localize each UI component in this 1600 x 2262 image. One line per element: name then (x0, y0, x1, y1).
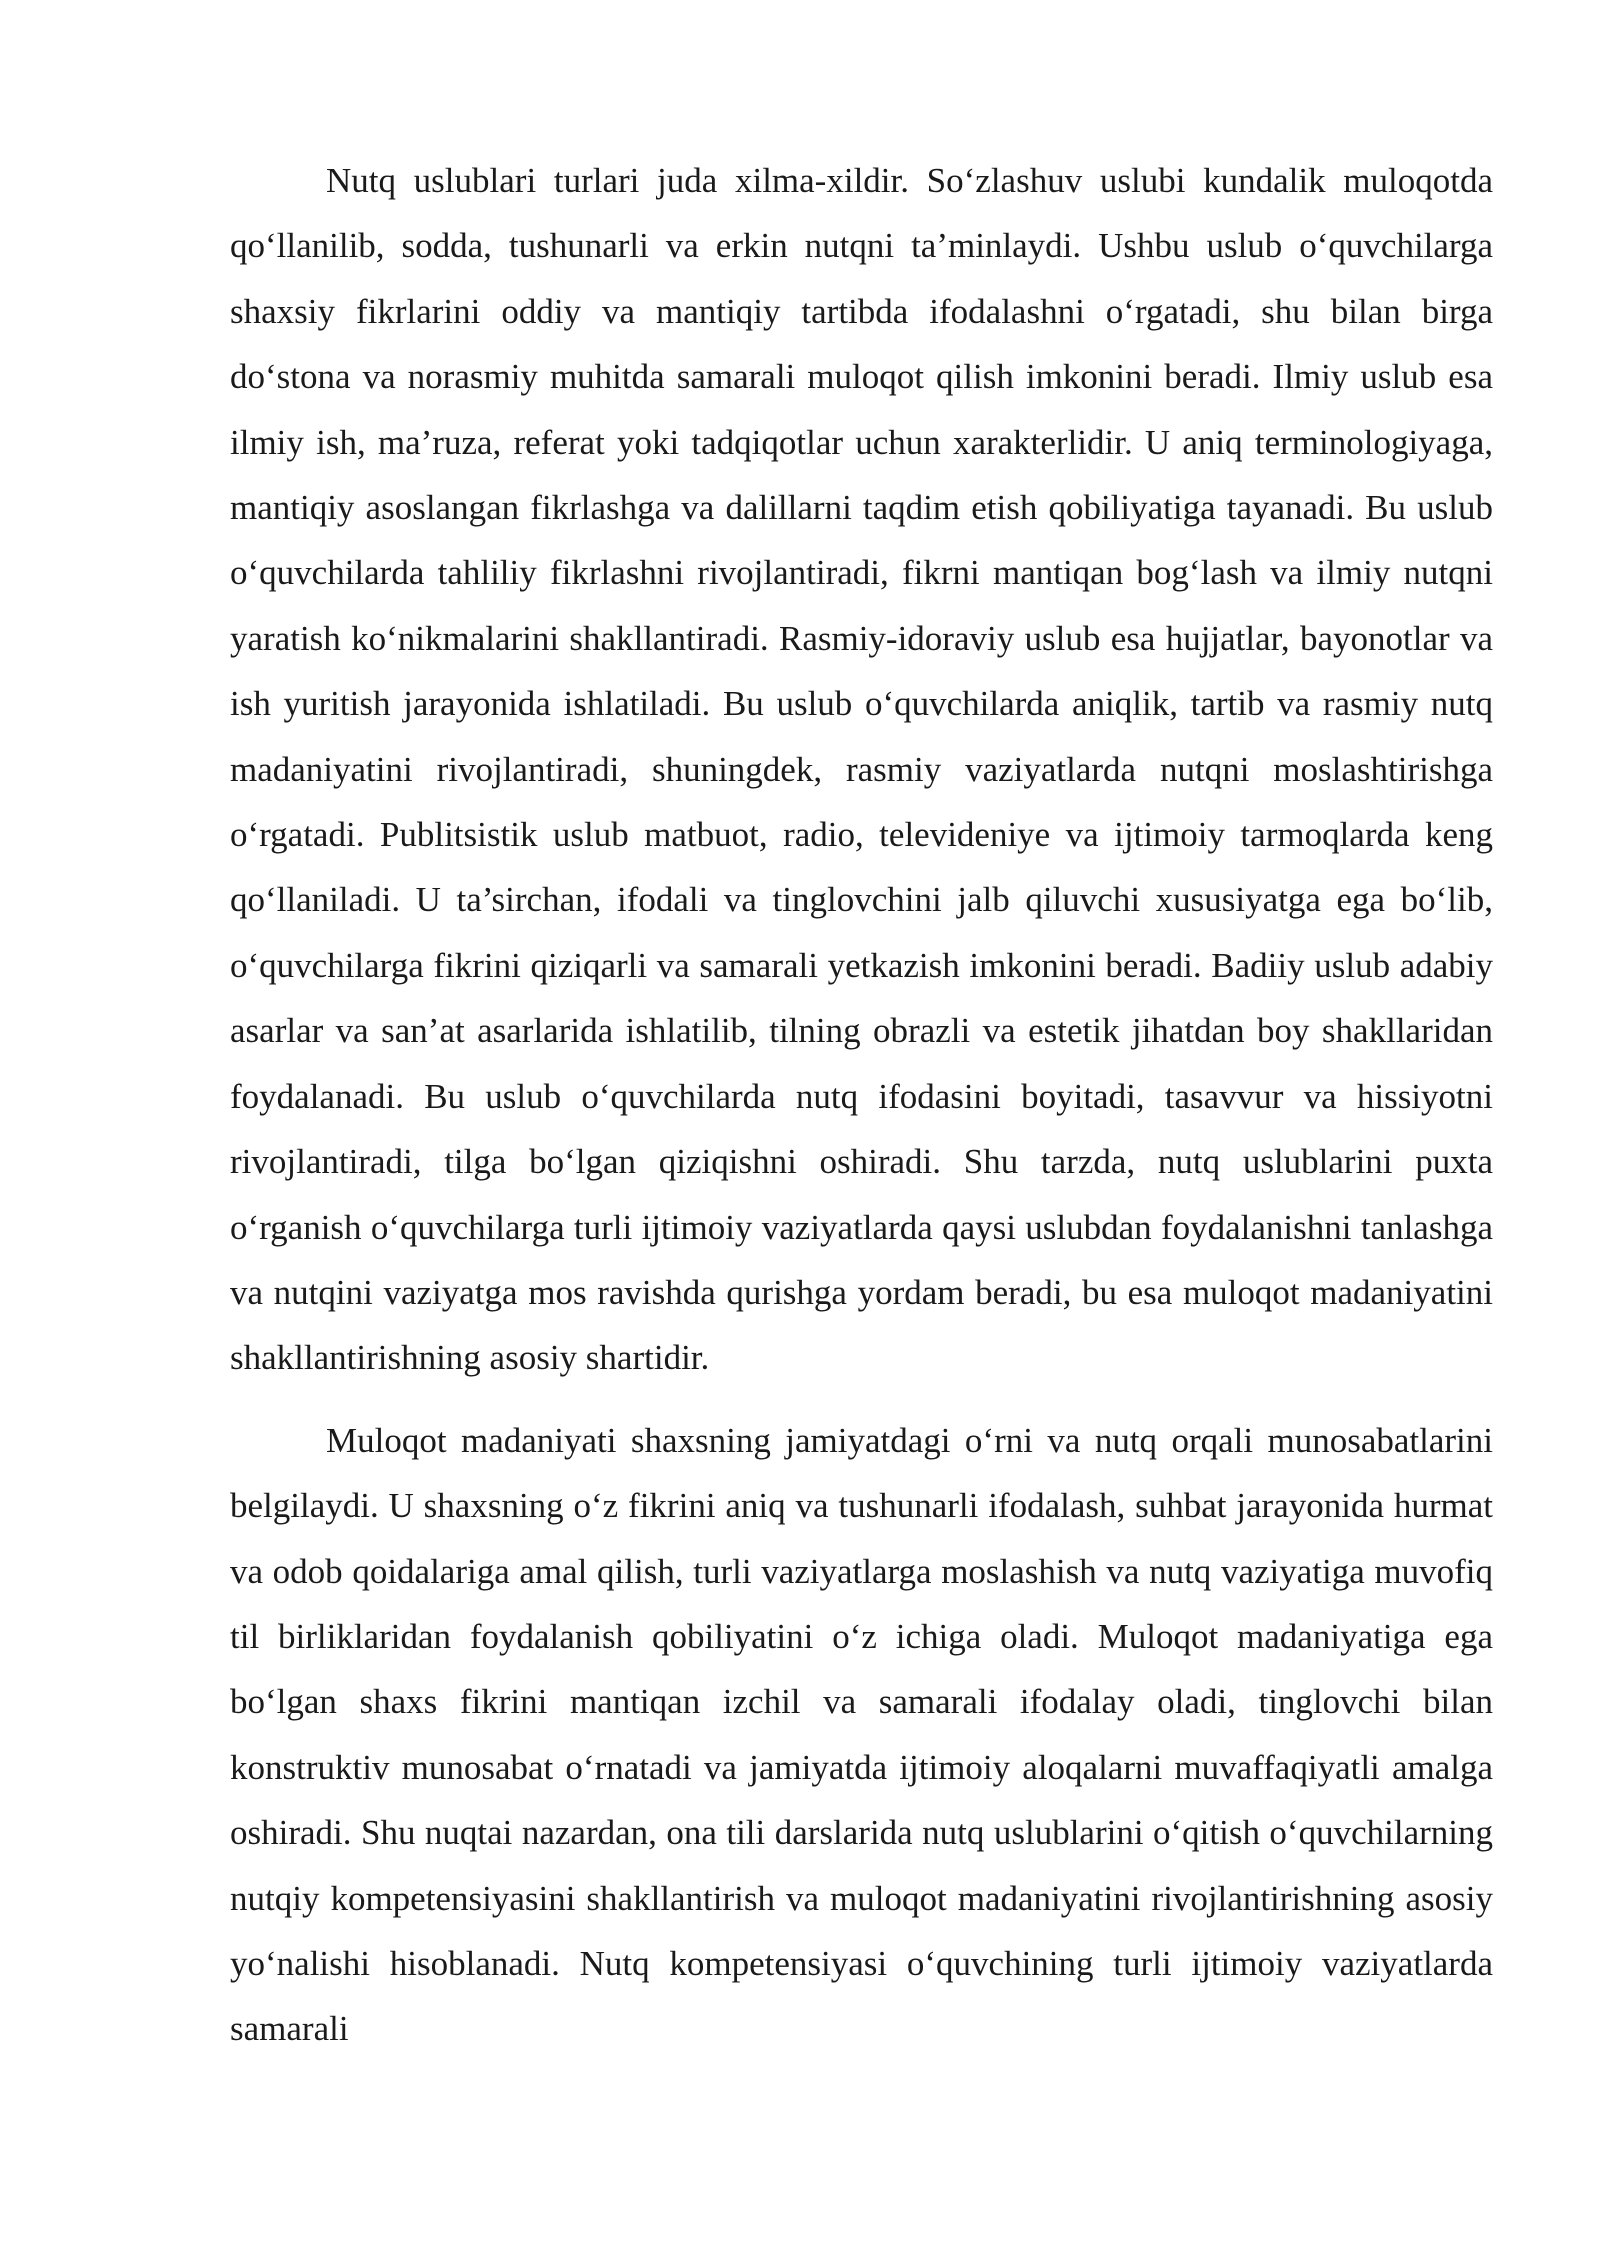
document-body (230, 148, 1493, 2062)
paragraph-speech-styles: Nutq uslublari turlari juda xilma-xildir. So‘zlashuv uslubi kundalik muloqotda qo‘llanilib, sodda, tushunarli va erkin nutqni ta’minlaydi. Ushbu uslub o‘quvchilarga shaxsiy fikrlarini oddiy va mantiqiy tartibda ifodalashni o‘rgatadi, shu bilan birga do‘stona va norasmiy muhitda samarali muloqot qilish imkonini beradi. Ilmiy uslub esa ilmiy ish, ma’ruza, referat yoki tadqiqotlar uchun xarakterlidir. U aniq terminologiyaga, mantiqiy asoslangan fikrlashga va dalillarni taqdim etish qobiliyatiga tayanadi. Bu uslub o‘quvchilarda tahliliy fikrlashni rivojlantiradi, fikrni mantiqan bog‘lash va ilmiy nutqni yaratish ko‘nikmalarini shakllantiradi. Rasmiy-idoraviy uslub esa hujjatlar, bayonotlar va ish yuritish jarayonida ishlatiladi. Bu uslub o‘quvchilarda aniqlik, tartib va rasmiy nutq madaniyatini rivojlantiradi, shuningdek, rasmiy vaziyatlarda nutqni moslashtirishga o‘rgatadi. Publitsistik uslub matbuot, radio, televideniye va ijtimoiy tarmoqlarda keng qo‘llaniladi. U ta’sirchan, ifodali va tinglovchini jalb qiluvchi xususiyatga ega bo‘lib, o‘quvchilarga fikrini qiziqarli va samarali yetkazish imkonini beradi. Badiiy uslub adabiy asarlar va san’at asarlarida ishlatilib, tilning obrazli va estetik jihatdan boy shakllaridan foydalanadi. Bu uslub o‘quvchilarda nutq ifodasini boyitadi, tasavvur va hissiyotni rivojlantiradi, tilga bo‘lgan qiziqishni oshiradi. Shu tarzda, nutq uslublarini puxta o‘rganish o‘quvchilarga turli ijtimoiy vaziyatlarda qaysi uslubdan foydalanishni tanlashga va nutqini vaziyatga mos ravishda qurishga yordam beradi, bu esa muloqot madaniyatini shakllantirishning asosiy shartidir. (230, 161, 1493, 1378)
paragraph-communication-culture: Muloqot madaniyati shaxsning jamiyatdagi o‘rni va nutq orqali munosabatlarini belgilaydi. U shaxsning o‘z fikrini aniq va tushunarli ifodalash, suhbat jarayonida hurmat va odob qoidalariga amal qilish, turli vaziyatlarga moslashish va nutq vaziyatiga muvofiq til birliklaridan foydalanish qobiliyatini o‘z ichiga oladi. Muloqot madaniyatiga ega bo‘lgan shaxs fikrini mantiqan izchil va samarali ifodalay oladi, tinglovchi bilan konstruktiv munosabat o‘rnatadi va jamiyatda ijtimoiy aloqalarni muvaffaqiyatli amalga oshiradi. Shu nuqtai nazardan, ona tili darslarida nutq uslublarini o‘qitish o‘quvchilarning nutqiy kompetensiyasini shakllantirish va muloqot madaniyatini rivojlantirishning asosiy yo‘nalishi hisoblanadi. Nutq kompetensiyasi o‘quvchining turli ijtimoiy vaziyatlarda samarali (230, 1420, 1493, 2049)
